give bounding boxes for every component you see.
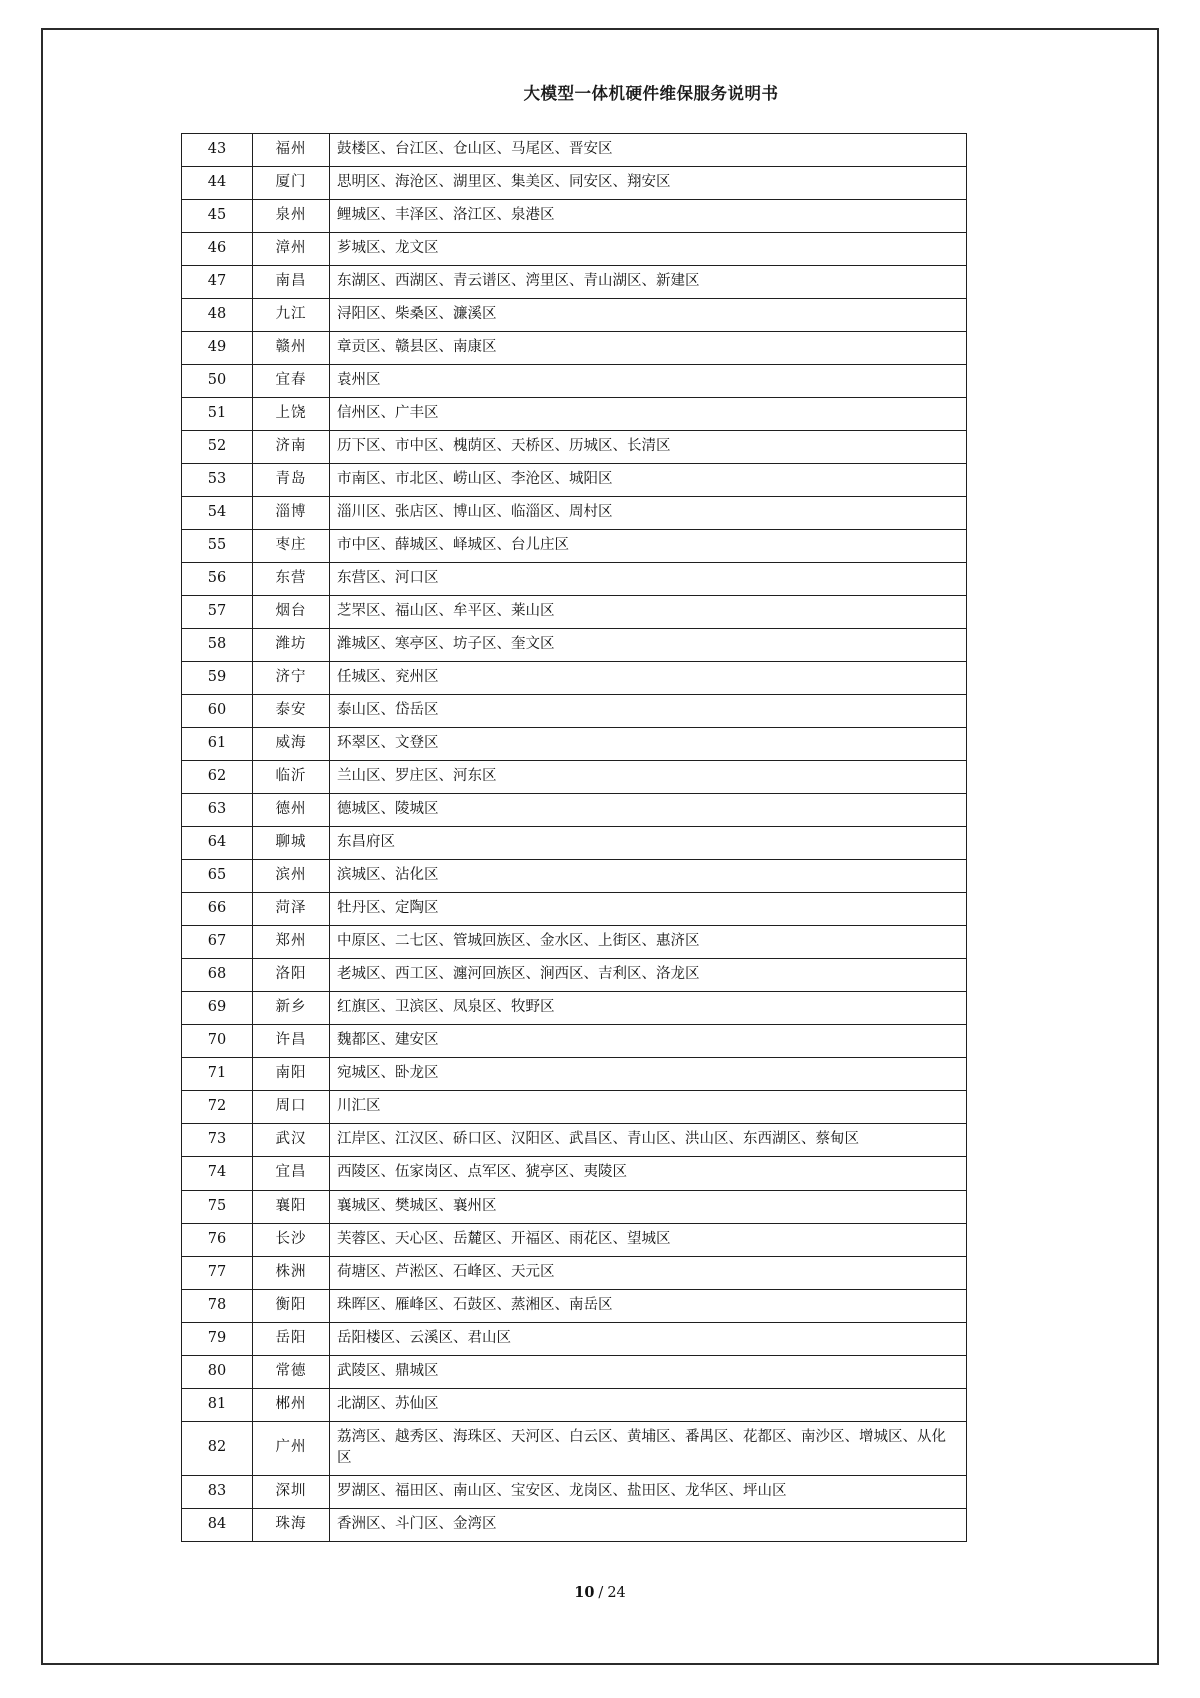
table-row [182, 332, 967, 365]
cell-districts: 东湖区、西湖区、青云谱区、湾里区、青山湖区、新建区 [330, 266, 967, 299]
cell-index: 76 [182, 1223, 253, 1256]
cell-city: 菏泽 [253, 893, 330, 926]
cell-city: 福州 [253, 134, 330, 167]
table-row [182, 926, 967, 959]
cell-districts: 滨城区、沾化区 [330, 860, 967, 893]
cell-districts: 魏都区、建安区 [330, 1025, 967, 1058]
cell-districts: 芙蓉区、天心区、岳麓区、开福区、雨花区、望城区 [330, 1223, 967, 1256]
cell-city: 烟台 [253, 596, 330, 629]
table-row [182, 266, 967, 299]
cell-index: 67 [182, 926, 253, 959]
cell-districts: 浔阳区、柴桑区、濂溪区 [330, 299, 967, 332]
cell-city: 郴州 [253, 1388, 330, 1421]
table-row [182, 1223, 967, 1256]
table-row [182, 167, 967, 200]
cell-districts: 市中区、薛城区、峄城区、台儿庄区 [330, 530, 967, 563]
cell-districts: 德城区、陵城区 [330, 794, 967, 827]
cell-districts: 牡丹区、定陶区 [330, 893, 967, 926]
cell-index: 81 [182, 1388, 253, 1421]
table-row [182, 1190, 967, 1223]
table-row [182, 893, 967, 926]
cell-index: 75 [182, 1190, 253, 1223]
table-row [182, 992, 967, 1025]
cell-city: 淄博 [253, 497, 330, 530]
cell-districts: 鲤城区、丰泽区、洛江区、泉港区 [330, 200, 967, 233]
cell-city: 长沙 [253, 1223, 330, 1256]
page-separator: / [598, 1585, 604, 1601]
cell-districts: 任城区、兖州区 [330, 662, 967, 695]
cell-city: 东营 [253, 563, 330, 596]
cell-city: 临沂 [253, 761, 330, 794]
cell-index: 43 [182, 134, 253, 167]
cell-districts: 历下区、市中区、槐荫区、天桥区、历城区、长清区 [330, 431, 967, 464]
cell-districts: 老城区、西工区、瀍河回族区、涧西区、吉利区、洛龙区 [330, 959, 967, 992]
cell-index: 55 [182, 530, 253, 563]
table-row [182, 827, 967, 860]
table-row [182, 1124, 967, 1157]
cell-city: 枣庄 [253, 530, 330, 563]
cell-districts: 市南区、市北区、崂山区、李沧区、城阳区 [330, 464, 967, 497]
cell-city: 岳阳 [253, 1322, 330, 1355]
table-row [182, 365, 967, 398]
cell-districts: 川汇区 [330, 1091, 967, 1124]
cell-city: 周口 [253, 1091, 330, 1124]
cell-districts: 武陵区、鼎城区 [330, 1355, 967, 1388]
cell-index: 48 [182, 299, 253, 332]
cell-index: 72 [182, 1091, 253, 1124]
cell-city: 衡阳 [253, 1289, 330, 1322]
cell-index: 68 [182, 959, 253, 992]
page-content [41, 28, 1159, 1665]
cell-city: 新乡 [253, 992, 330, 1025]
cell-index: 63 [182, 794, 253, 827]
cell-city: 上饶 [253, 398, 330, 431]
table-row [182, 662, 967, 695]
table-row [182, 629, 967, 662]
cell-city: 常德 [253, 1355, 330, 1388]
cell-districts: 鼓楼区、台江区、仓山区、马尾区、晋安区 [330, 134, 967, 167]
cell-districts: 珠晖区、雁峰区、石鼓区、蒸湘区、南岳区 [330, 1289, 967, 1322]
cell-index: 51 [182, 398, 253, 431]
cell-city: 德州 [253, 794, 330, 827]
cell-districts: 香洲区、斗门区、金湾区 [330, 1508, 967, 1541]
cell-city: 滨州 [253, 860, 330, 893]
cell-index: 44 [182, 167, 253, 200]
cell-city: 济南 [253, 431, 330, 464]
table-row [182, 497, 967, 530]
cell-index: 60 [182, 695, 253, 728]
cell-index: 59 [182, 662, 253, 695]
table-row [182, 200, 967, 233]
cell-index: 80 [182, 1355, 253, 1388]
cell-districts: 泰山区、岱岳区 [330, 695, 967, 728]
cell-index: 83 [182, 1475, 253, 1508]
cell-index: 64 [182, 827, 253, 860]
cell-districts: 东昌府区 [330, 827, 967, 860]
total-page-number: 24 [607, 1585, 626, 1601]
cell-districts: 淄川区、张店区、博山区、临淄区、周村区 [330, 497, 967, 530]
cell-index: 53 [182, 464, 253, 497]
cell-districts: 东营区、河口区 [330, 563, 967, 596]
table-row [182, 530, 967, 563]
cell-index: 61 [182, 728, 253, 761]
table-row [182, 1421, 967, 1475]
table-row [182, 1058, 967, 1091]
cell-index: 52 [182, 431, 253, 464]
cell-city: 珠海 [253, 1508, 330, 1541]
cell-districts: 红旗区、卫滨区、凤泉区、牧野区 [330, 992, 967, 1025]
table-row [182, 1025, 967, 1058]
page-footer [41, 1584, 1159, 1601]
document-header-title: 大模型一体机硬件维保服务说明书 [523, 84, 779, 103]
cell-city: 宜昌 [253, 1157, 330, 1190]
cell-city: 洛阳 [253, 959, 330, 992]
table-row [182, 860, 967, 893]
cell-districts: 北湖区、苏仙区 [330, 1388, 967, 1421]
cell-city: 广州 [253, 1421, 330, 1475]
table-row [182, 1355, 967, 1388]
table-row [182, 299, 967, 332]
cell-districts: 潍城区、寒亭区、坊子区、奎文区 [330, 629, 967, 662]
cell-city: 宜春 [253, 365, 330, 398]
cell-index: 65 [182, 860, 253, 893]
cell-index: 82 [182, 1421, 253, 1475]
table-row [182, 1508, 967, 1541]
cell-city: 南阳 [253, 1058, 330, 1091]
cell-districts: 思明区、海沧区、湖里区、集美区、同安区、翔安区 [330, 167, 967, 200]
cell-districts: 江岸区、江汉区、硚口区、汉阳区、武昌区、青山区、洪山区、东西湖区、蔡甸区 [330, 1124, 967, 1157]
cell-districts: 袁州区 [330, 365, 967, 398]
cell-city: 赣州 [253, 332, 330, 365]
table-body [182, 134, 967, 1542]
cell-districts: 芝罘区、福山区、牟平区、莱山区 [330, 596, 967, 629]
table-row [182, 728, 967, 761]
cell-index: 62 [182, 761, 253, 794]
cell-index: 50 [182, 365, 253, 398]
table-row [182, 1157, 967, 1190]
cell-index: 84 [182, 1508, 253, 1541]
cell-index: 49 [182, 332, 253, 365]
cell-city: 泉州 [253, 200, 330, 233]
table-row [182, 233, 967, 266]
table-row [182, 695, 967, 728]
cell-city: 南昌 [253, 266, 330, 299]
cell-index: 78 [182, 1289, 253, 1322]
table-row [182, 134, 967, 167]
cell-districts: 襄城区、樊城区、襄州区 [330, 1190, 967, 1223]
cell-city: 株洲 [253, 1256, 330, 1289]
cell-districts: 岳阳楼区、云溪区、君山区 [330, 1322, 967, 1355]
cell-districts: 芗城区、龙文区 [330, 233, 967, 266]
cell-city: 武汉 [253, 1124, 330, 1157]
cell-districts: 荷塘区、芦淞区、石峰区、天元区 [330, 1256, 967, 1289]
cell-city: 厦门 [253, 167, 330, 200]
cell-index: 47 [182, 266, 253, 299]
cell-index: 77 [182, 1256, 253, 1289]
cell-index: 69 [182, 992, 253, 1025]
cell-city: 威海 [253, 728, 330, 761]
cell-city: 许昌 [253, 1025, 330, 1058]
table-row [182, 464, 967, 497]
cell-city: 深圳 [253, 1475, 330, 1508]
cell-districts: 环翠区、文登区 [330, 728, 967, 761]
cell-city: 聊城 [253, 827, 330, 860]
cell-districts: 罗湖区、福田区、南山区、宝安区、龙岗区、盐田区、龙华区、坪山区 [330, 1475, 967, 1508]
table-row [182, 596, 967, 629]
cell-index: 56 [182, 563, 253, 596]
cell-districts: 章贡区、赣县区、南康区 [330, 332, 967, 365]
table-row [182, 1475, 967, 1508]
table-row [182, 1388, 967, 1421]
cell-districts: 信州区、广丰区 [330, 398, 967, 431]
cell-index: 66 [182, 893, 253, 926]
cell-index: 54 [182, 497, 253, 530]
cell-districts: 兰山区、罗庄区、河东区 [330, 761, 967, 794]
cell-city: 襄阳 [253, 1190, 330, 1223]
cell-city: 潍坊 [253, 629, 330, 662]
table-row [182, 1322, 967, 1355]
cell-districts: 宛城区、卧龙区 [330, 1058, 967, 1091]
table-row [182, 563, 967, 596]
table-row [182, 431, 967, 464]
cell-index: 71 [182, 1058, 253, 1091]
table-row [182, 1091, 967, 1124]
cell-districts: 西陵区、伍家岗区、点军区、猇亭区、夷陵区 [330, 1157, 967, 1190]
cell-city: 青岛 [253, 464, 330, 497]
cell-index: 79 [182, 1322, 253, 1355]
cell-index: 74 [182, 1157, 253, 1190]
table-row [182, 1256, 967, 1289]
table-row [182, 398, 967, 431]
cell-city: 漳州 [253, 233, 330, 266]
cell-index: 73 [182, 1124, 253, 1157]
cell-city: 泰安 [253, 695, 330, 728]
cell-index: 45 [182, 200, 253, 233]
cell-city: 济宁 [253, 662, 330, 695]
current-page-number: 10 [574, 1584, 595, 1601]
cell-index: 57 [182, 596, 253, 629]
table-row [182, 959, 967, 992]
cell-city: 郑州 [253, 926, 330, 959]
service-coverage-table [181, 133, 967, 1542]
cell-index: 46 [182, 233, 253, 266]
cell-districts: 中原区、二七区、管城回族区、金水区、上街区、惠济区 [330, 926, 967, 959]
table-row [182, 761, 967, 794]
table-row [182, 794, 967, 827]
cell-index: 58 [182, 629, 253, 662]
cell-index: 70 [182, 1025, 253, 1058]
cell-districts: 荔湾区、越秀区、海珠区、天河区、白云区、黄埔区、番禺区、花都区、南沙区、增城区、从化区 [330, 1421, 967, 1475]
table-row [182, 1289, 967, 1322]
cell-city: 九江 [253, 299, 330, 332]
